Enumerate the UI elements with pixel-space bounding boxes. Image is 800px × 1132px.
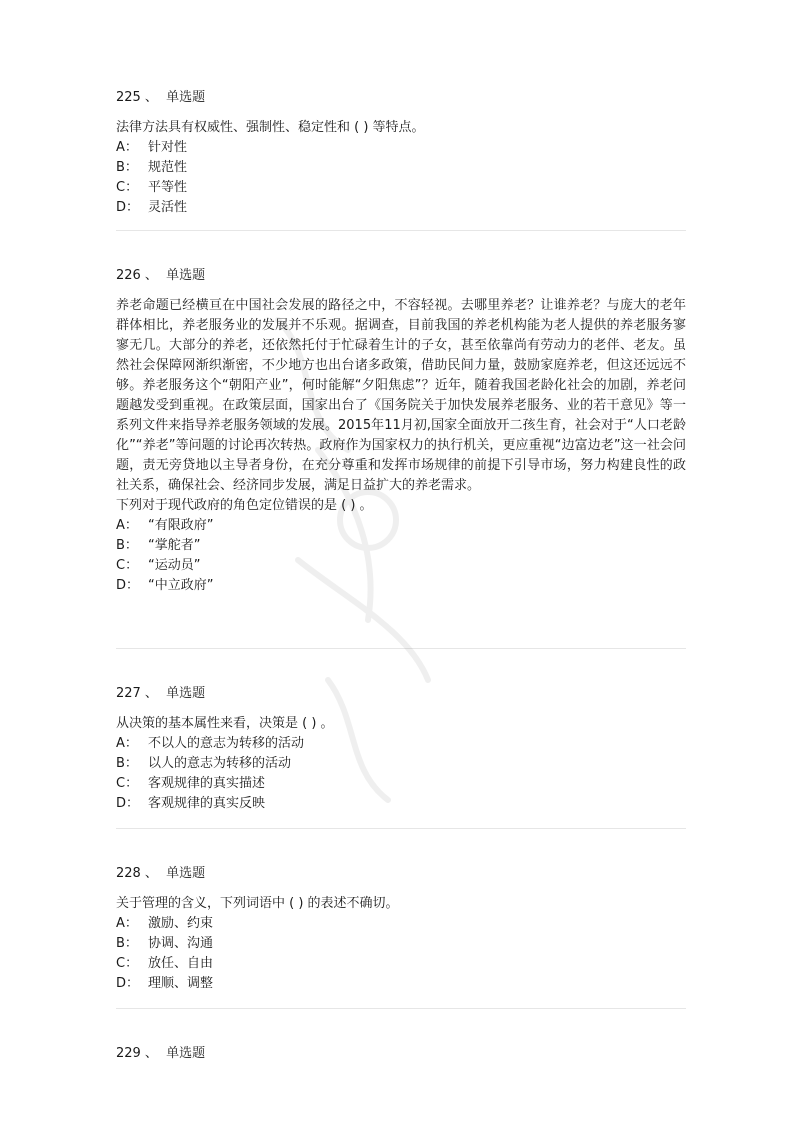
option-c[interactable] — [116, 774, 686, 794]
option-letter: C： — [116, 956, 139, 971]
question-stem: 从决策的基本属性来看，决策是 ( ) 。 — [116, 716, 334, 731]
question-divider — [116, 230, 686, 231]
option-letter: A： — [116, 736, 138, 751]
question-header — [116, 1044, 686, 1064]
question-body — [116, 714, 686, 814]
question-stem: 法律方法具有权威性、强制性、稳定性和 ( ) 等特点。 — [116, 120, 425, 135]
question-number: 229 — [116, 1046, 141, 1061]
question-number: 226 — [116, 268, 141, 283]
option-a[interactable] — [116, 138, 686, 158]
option-text: 平等性 — [148, 180, 188, 195]
question-type: 单选题 — [166, 686, 206, 701]
question-type: 单选题 — [166, 1046, 206, 1061]
option-letter: B： — [116, 160, 138, 175]
option-list — [116, 914, 686, 994]
option-letter: A： — [116, 518, 138, 533]
question-header — [116, 684, 686, 704]
option-text: 激励、约束 — [148, 916, 214, 931]
option-a[interactable] — [116, 914, 686, 934]
question-separator: 、 — [144, 90, 158, 105]
question-separator: 、 — [144, 686, 158, 701]
option-text: 规范性 — [148, 160, 188, 175]
option-letter: D： — [116, 578, 140, 593]
option-text: 客观规律的真实反映 — [148, 796, 266, 811]
question-number: 225 — [116, 90, 141, 105]
option-b[interactable] — [116, 536, 686, 556]
option-c[interactable] — [116, 954, 686, 974]
question-header — [116, 864, 686, 884]
option-text: 放任、自由 — [148, 956, 214, 971]
option-c[interactable] — [116, 178, 686, 198]
question-number: 227 — [116, 686, 141, 701]
option-text: 理顺、调整 — [148, 976, 214, 991]
option-text: 不以人的意志为转移的活动 — [148, 736, 305, 751]
option-letter: C： — [116, 180, 139, 195]
question-separator: 、 — [144, 1046, 158, 1061]
question-226 — [116, 266, 686, 596]
option-c[interactable] — [116, 556, 686, 576]
question-number: 228 — [116, 866, 141, 881]
option-letter: D： — [116, 796, 140, 811]
question-229 — [116, 1044, 686, 1064]
option-text: 针对性 — [148, 140, 188, 155]
option-text: 灵活性 — [148, 200, 188, 215]
option-letter: C： — [116, 776, 139, 791]
option-letter: B： — [116, 756, 138, 771]
question-type: 单选题 — [166, 866, 206, 881]
question-divider — [116, 828, 686, 829]
option-text: 客观规律的真实描述 — [148, 776, 266, 791]
option-b[interactable] — [116, 158, 686, 178]
question-type: 单选题 — [166, 90, 206, 105]
question-stem: 下列对于现代政府的角色定位错误的是 ( ) 。 — [116, 498, 373, 513]
question-passage: 养老命题已经横亘在中国社会发展的路径之中，不容轻视。去哪里养老？让谁养老？与庞大的老年群体相比，养老服务业的发展并不乐观。据调查，目前我国的养老机构能为老人提供的养老服务寥寥无几。大部分的养老，还依然托付于忙碌着生计的子女，甚至依靠尚有劳动力的老伴、老友。虽然社会保障网渐织渐密，不少地方也出台诸多政策，借助民间力量，鼓励家庭养老，但这还远远不够。养老服务这个“朝阳产业”，何时能解“夕阳焦虑”？近年，随着我国老龄化社会的加剧，养老问题越发受到重视。在政策层面，国家出台了《国务院关于加快发展养老服务、业的若干意见》等一系列文件来指导养老服务领域的发展。2015年11月初,国家全面放开二孩生育，社会对于“人口老龄化”“养老”等问题的讨论再次转热。政府作为国家权力的执行机关，更应重视“边富边老”这一社会问题，责无旁贷地以主导者身份，在充分尊重和发挥市场规律的前提下引导市场，努力构建良性的政社关系，确保社会、经济同步发展，满足日益扩大的养老需求。 — [116, 298, 686, 493]
question-225 — [116, 88, 686, 218]
option-letter: A： — [116, 916, 138, 931]
option-list — [116, 138, 686, 218]
question-body — [116, 296, 686, 596]
question-type: 单选题 — [166, 268, 206, 283]
option-text: “掌舵者” — [148, 538, 201, 553]
option-list — [116, 516, 686, 596]
option-letter: D： — [116, 976, 140, 991]
option-text: 协调、沟通 — [148, 936, 214, 951]
option-d[interactable] — [116, 198, 686, 218]
option-text: “中立政府” — [148, 578, 214, 593]
question-body — [116, 894, 686, 994]
option-list — [116, 734, 686, 814]
option-text: 以人的意志为转移的活动 — [148, 756, 292, 771]
question-227 — [116, 684, 686, 814]
option-a[interactable] — [116, 734, 686, 754]
option-d[interactable] — [116, 974, 686, 994]
option-d[interactable] — [116, 794, 686, 814]
question-separator: 、 — [144, 866, 158, 881]
option-letter: B： — [116, 936, 138, 951]
option-letter: C： — [116, 558, 139, 573]
question-228 — [116, 864, 686, 994]
option-text: “运动员” — [148, 558, 201, 573]
question-header — [116, 266, 686, 286]
question-divider — [116, 648, 686, 649]
option-letter: A： — [116, 140, 138, 155]
question-header — [116, 88, 686, 108]
question-stem: 关于管理的含义，下列词语中 ( ) 的表述不确切。 — [116, 896, 399, 911]
option-text: “有限政府” — [148, 518, 214, 533]
option-b[interactable] — [116, 754, 686, 774]
option-b[interactable] — [116, 934, 686, 954]
option-d[interactable] — [116, 576, 686, 596]
question-separator: 、 — [144, 268, 158, 283]
question-body — [116, 118, 686, 218]
option-a[interactable] — [116, 516, 686, 536]
question-divider — [116, 1008, 686, 1009]
option-letter: B： — [116, 538, 138, 553]
option-letter: D： — [116, 200, 140, 215]
